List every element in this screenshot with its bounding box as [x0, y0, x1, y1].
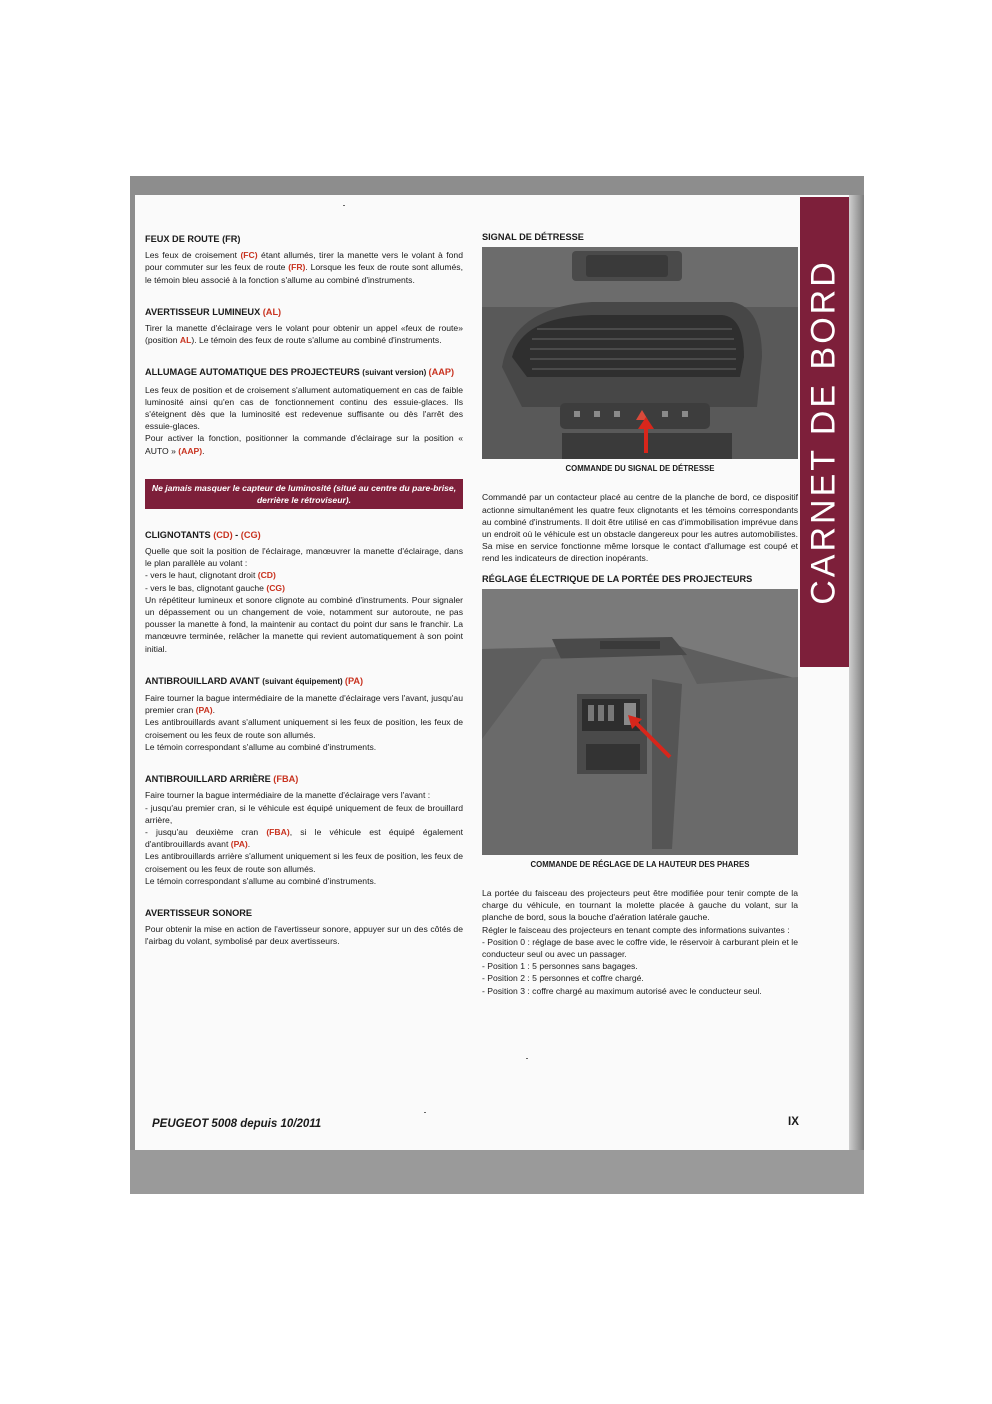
text: . — [247, 839, 251, 850]
list-item — [145, 582, 463, 594]
highlight-code: (CD) — [257, 570, 276, 581]
section-clignotants — [145, 529, 463, 655]
section-body: Les antibrouillards arrière s'allument uniquement si les feux de position, les feux de croisement ou les feux de route son allumés. — [145, 851, 463, 874]
highlight-code: (PA) — [230, 839, 248, 850]
list-item: - jusqu'au premier cran, si le véhicule est équipé uniquement de feux de brouillard arrière, — [145, 802, 463, 825]
title-note: (suivant version) — [362, 368, 429, 378]
highlight-code: (AAP) — [178, 445, 203, 456]
dashboard-left-illustration — [482, 589, 798, 855]
highlight-code: (FC) — [240, 250, 258, 261]
title-note: (suivant équipement) — [262, 676, 345, 686]
highlight-code: (FBA) — [266, 826, 290, 837]
section-title: SIGNAL DE DÉTRESSE — [482, 232, 584, 242]
scan-bottom-strip — [130, 1150, 864, 1194]
section-body: La portée du faisceau des projecteurs peut être modifiée pour tenir compte de la charge du véhicule, en tournant la molette placée à gauche du volant, sur la planche de bord, sous la bouche d'aération latérale gauche. — [482, 888, 798, 923]
list-item: - Position 3 : coffre chargé au maximum autorisé avec le conducteur seul. — [482, 985, 762, 996]
text: - jusqu'au deuxième cran — [145, 826, 267, 837]
photo-caption: COMMANDE DE RÉGLAGE DE LA HAUTEUR DES PHARES — [530, 859, 750, 869]
title-text: - — [232, 529, 241, 540]
text: , si le véhicule est équipé également d'antibrouillards avant — [145, 826, 463, 850]
section-body: Régler le faisceau des projecteurs en tenant compte des informations suivantes : — [482, 924, 790, 935]
scan-speck — [343, 205, 345, 206]
title-text: ALLUMAGE AUTOMATIQUE DES PROJECTEURS — [145, 367, 363, 378]
page-number: IX — [788, 1116, 799, 1128]
section-body — [145, 249, 463, 286]
title-text: ANTIBROUILLARD ARRIÈRE — [145, 774, 274, 785]
section-body: Faire tourner la bague intermédiaire de la manette d'éclairage vers l'avant : — [145, 790, 431, 801]
title-text: AVERTISSEUR LUMINEUX — [145, 306, 263, 317]
section-title — [145, 366, 463, 379]
text: Les feux de croisement — [145, 250, 241, 261]
section-title — [145, 675, 463, 688]
section-title: RÉGLAGE ÉLECTRIQUE DE LA PORTÉE DES PROJECTEURS — [482, 573, 753, 584]
text: . — [212, 705, 216, 716]
text: ). Le témoin des feux de route s'allume au combiné d'instruments. — [191, 335, 442, 346]
section-body: Le témoin correspondant s'allume au combiné d'instruments. — [145, 741, 377, 752]
section-feux-de-route — [145, 233, 463, 286]
highlight-code: (AL) — [262, 306, 282, 317]
section-avertisseur-sonore — [145, 907, 463, 948]
section-body — [145, 692, 463, 716]
chapter-side-tab-label: CARNET DE BORD — [804, 259, 843, 605]
highlight-code: (CG) — [240, 529, 261, 540]
text: - vers le haut, clignotant droit — [145, 570, 258, 581]
highlight-code: (AAP) — [428, 367, 455, 378]
highlight-code: (CD) — [213, 529, 233, 540]
section-allumage-automatique — [145, 366, 463, 456]
section-body: Un répétiteur lumineux et sonore clignote au combiné d'instruments. Pour signaler un dépassement ou un changement de voie, notamment sur autoroute, ne pas pousser la manette à fond, la maintenir au contact du point dur sans le franchir. La manœuvre terminée, relâcher la manette qui revient automatiquement à son point initial. — [145, 594, 463, 654]
scan-speck — [424, 1112, 426, 1113]
highlight-code: (CG) — [266, 582, 285, 593]
section-body: Quelle que soit la position de l'éclairage, manœuvrer la manette d'éclairage, dans le plan parallèle au volant : — [145, 546, 463, 569]
highlight-code: AL — [179, 335, 192, 346]
hazard-switch-photo — [482, 247, 798, 459]
section-antibrouillard-avant — [145, 675, 463, 753]
text: - vers le bas, clignotant gauche — [145, 582, 267, 593]
section-body: Le témoin correspondant s'allume au combiné d'instruments. — [145, 875, 377, 886]
list-item: - Position 0 : réglage de base avec le coffre vide, le réservoir à carburant plein et le conducteur seul ou avec un passager. — [482, 936, 798, 960]
section-title: FEUX DE ROUTE (FR) — [145, 234, 241, 244]
text: Faire tourner la bague intermédiaire de la manette d'éclairage vers l'avant, jusqu'au premier cran — [145, 693, 463, 716]
highlight-code: (FR) — [288, 262, 306, 273]
text: . — [202, 445, 205, 456]
right-column — [482, 231, 798, 997]
highlight-code: (PA) — [195, 705, 213, 716]
text: étant allumés, tirer la manette vers le volant à fond pour commuter sur les feux de route — [145, 250, 463, 273]
section-title: AVERTISSEUR SONORE — [145, 907, 253, 918]
highlight-code: (PA) — [344, 675, 364, 686]
list-item — [145, 569, 463, 581]
section-title — [145, 306, 463, 318]
dashboard-center-illustration — [482, 247, 798, 459]
section-body: Les feux de position et de croisement s'allument automatiquement en cas de faible luminosité ainsi qu'en cas de fonctionnement continu des essuie-glaces. Ils s'éteignent dès que la luminosité est redevenue suffisante ou dès l'arrêt des essuie-glaces. — [145, 384, 463, 432]
list-item — [145, 826, 463, 850]
text: Pour activer la fonction, positionner la commande d'éclairage sur la position « AUTO » — [145, 433, 463, 456]
page-edge-shadow — [849, 195, 864, 1150]
headlamp-adjuster-photo — [482, 589, 798, 855]
footer-model: PEUGEOT 5008 depuis 10/2011 — [152, 1118, 322, 1130]
section-title — [145, 529, 463, 541]
section-body — [145, 322, 463, 346]
section-body: Commandé par un contacteur placé au centre de la planche de bord, ce dispositif actionne simultanément les quatre feux clignotants et les témoins correspondants au combiné d'instruments. Il doit être utilisé en cas d'immobilisation imprévue dans un endroit où le véhicule est un obstacle dangereux pour les autres automobilistes. Sa mise en service fonctionne même lorsque le contact d'allumage est coupé et rend les indicateurs de direction inopérants. — [482, 492, 798, 564]
text: Tirer la manette d'éclairage vers le volant pour obtenir un appel «feux de route» (position — [145, 323, 463, 346]
scan-speck — [526, 1058, 528, 1059]
list-item: - Position 2 : 5 personnes et coffre chargé. — [482, 973, 644, 984]
section-antibrouillard-arriere — [145, 773, 463, 887]
section-body: Les antibrouillards avant s'allument uniquement si les feux de position, les feux de croisement ou les feux de route son allumés. — [145, 717, 463, 740]
section-title — [145, 773, 463, 785]
left-column — [145, 233, 463, 948]
text: . Lorsque les feux de route sont allumés, le témoin bleu associé à la fonction s'allume au combiné d'instruments. — [145, 262, 463, 285]
warning-box: Ne jamais masquer le capteur de luminosité (situé au centre du pare-brise, derrière le rétroviseur). — [145, 479, 463, 509]
section-body: Pour obtenir la mise en action de l'avertisseur sonore, appuyer sur un des côtés de l'airbag du volant, symbolisé par deux avertisseurs. — [145, 924, 463, 947]
list-item: - Position 1 : 5 personnes sans bagages. — [482, 961, 638, 972]
section-body — [145, 432, 463, 456]
title-text: CLIGNOTANTS — [145, 529, 214, 540]
title-text: ANTIBROUILLARD AVANT — [145, 675, 263, 686]
section-avertisseur-lumineux — [145, 306, 463, 347]
highlight-code: (FBA) — [273, 774, 299, 785]
photo-caption: COMMANDE DU SIGNAL DE DÉTRESSE — [565, 464, 715, 474]
